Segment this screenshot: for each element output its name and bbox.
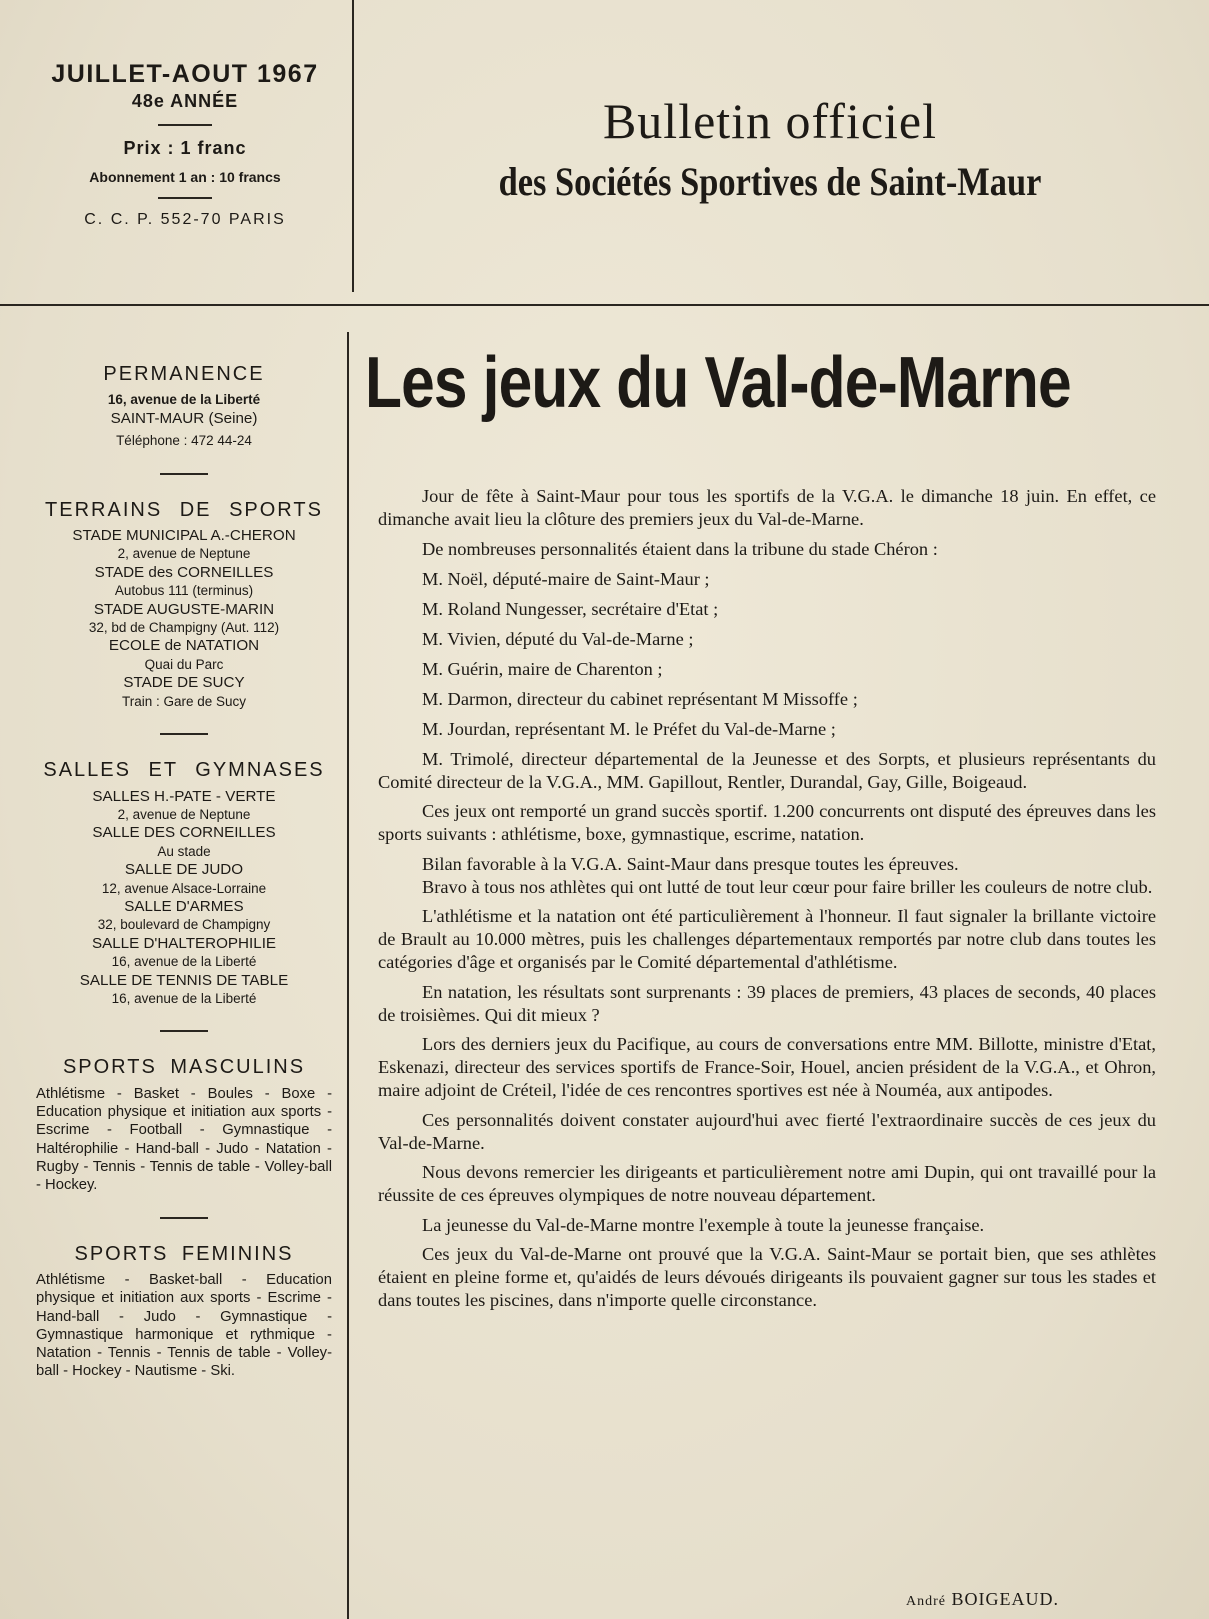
article-paragraph: Bilan favorable à la V.G.A. Saint-Maur dans presque toutes les épreuves. (422, 853, 959, 874)
article-paragraph: Bravo à tous nos athlètes qui ont lutté de tout leur cœur pour faire briller les couleurs de notre club. (422, 876, 1153, 897)
terrain-line: STADE MUNICIPAL A.-CHERON (72, 527, 296, 545)
sidebar-vertical-rule (347, 332, 349, 1619)
permanence-heading: PERMANENCE (103, 363, 265, 385)
article-paragraph: Jour de fête à Saint-Maur pour tous les sportifs de la V.G.A. le dimanche 18 juin. En effet, ce dimanche avait lieu la clôture des premiers jeux du Val-de-Marne. (378, 486, 1156, 529)
salle-line: SALLE DE TENNIS DE TABLE (79, 971, 289, 989)
sports-feminins-section (36, 1242, 332, 1381)
article-paragraph: M. Darmon, directeur du cabinet représentant M Missoffe ; (422, 688, 858, 709)
ccp-account: C. C. P. 552-70 PARIS (84, 211, 286, 228)
article-headline: Les jeux du Val-de-Marne (365, 343, 1071, 423)
salle-line: SALLES H.-PATE - VERTE (92, 787, 276, 805)
article-paragraph: M. Jourdan, représentant M. le Préfet du Val-de-Marne ; (422, 718, 836, 739)
terrain-line: Train : Gare de Sucy (121, 693, 247, 709)
salle-line: SALLE D'ARMES (124, 897, 244, 915)
article-paragraph: Lors des derniers jeux du Pacifique, au cours de conversations entre MM. Billotte, ministre d'Etat, Eskenazi, directeur des services sportifs de France-Soir, Houel, ancien président de la V.G.A., et Ohron, maire adjoint de Créteil, l'idée de ces rencontres sportives est née à Nouméa, aux antipodes. (378, 1034, 1156, 1100)
subscription-price: Abonnement 1 an : 10 francs (89, 169, 281, 185)
divider (160, 1030, 208, 1032)
article-paragraph: Nous devons remercier les dirigeants et particulièrement notre ami Dupin, qui ont travaillé pour la réussite de ces épreuves olympiques de notre nouveau département. (378, 1162, 1156, 1205)
article-paragraph: La jeunesse du Val-de-Marne montre l'exemple à toute la jeunesse française. (422, 1214, 985, 1235)
sports-masculins-section (36, 1058, 332, 1194)
salles-section (36, 761, 332, 1008)
article-body (378, 485, 1156, 1319)
salles-heading: SALLES ET GYMNASES (43, 759, 325, 782)
sports-feminins-list: Athlétisme - Basket-ball - Education physique et initiation aux sports - Escrime - Hand-ball - Judo - Gymnastique - Gymnastique harmonique et rythmique - Natation - Tennis - Tennis de table - Volley-ball - Hockey - Nautisme - Ski. (36, 1271, 332, 1380)
salle-line: 32, boulevard de Champigny (97, 917, 271, 933)
terrain-line: 2, avenue de Neptune (117, 546, 251, 562)
terrain-line: Quai du Parc (144, 656, 224, 672)
article-paragraph: Ces jeux ont remporté un grand succès sportif. 1.200 concurrents ont disputé des épreuves dans les sports suivants : athlétisme, boxe, gymnastique, escrime, natation. (378, 801, 1156, 844)
bulletin-title-line1: Bulletin officiel (602, 93, 938, 149)
article-paragraph: M. Trimolé, directeur départemental de la Jeunesse et des Sorpts, et plusieurs représentants du Comité directeur de la V.G.A., MM. Gapillout, Rentler, Durandal, Gay, Gille, Boigeaud. (378, 748, 1156, 792)
terrain-line: STADE des CORNEILLES (94, 563, 274, 581)
article-signature (906, 1589, 1059, 1610)
terrains-section (36, 498, 332, 711)
article-paragraph: M. Noël, député-maire de Saint-Maur ; (422, 568, 710, 589)
divider (158, 124, 212, 126)
article-paragraph: Ces personnalités doivent constater aujourd'hui avec fierté l'extraordinaire succès de ces jeux du Val-de-Marne. (378, 1109, 1156, 1153)
sports-feminins-heading: SPORTS FEMININS (74, 1242, 294, 1265)
sports-masculins-list: Athlétisme - Basket - Boules - Boxe - Education physique et initiation aux sports - Escrime - Football - Gymnastique - Haltérophilie - Hand-ball - Judo - Natation - Rugby - Tennis - Tennis de table - Volley-ball - Hockey. (36, 1085, 332, 1194)
article-paragraph: De nombreuses personnalités étaient dans la tribune du stade Chéron : (422, 538, 938, 559)
signature-first-name: André (906, 1594, 946, 1609)
permanence-address: 16, avenue de la Liberté (107, 392, 261, 408)
signature-last-name: BOIGEAUD. (951, 1589, 1059, 1609)
divider (160, 473, 208, 475)
issue-info-box (30, 60, 340, 229)
divider (160, 1217, 208, 1219)
issue-price: Prix : 1 franc (123, 138, 247, 158)
sports-masculins-heading: SPORTS MASCULINS (62, 1056, 306, 1079)
salle-line: SALLE DES CORNEILLES (92, 824, 276, 842)
terrain-line: STADE DE SUCY (123, 674, 245, 692)
permanence-phone: Téléphone : 472 44-24 (116, 433, 252, 449)
salle-line: SALLE DE JUDO (124, 861, 244, 879)
issue-date: JUILLET-AOUT 1967 (51, 60, 319, 88)
article-paragraph: M. Vivien, député du Val-de-Marne ; (422, 628, 694, 649)
sidebar (36, 365, 332, 1381)
bulletin-title (360, 92, 1180, 205)
salle-line: 16, avenue de la Liberté (111, 990, 257, 1006)
article-paragraph: Ces jeux du Val-de-Marne ont prouvé que la V.G.A. Saint-Maur se portait bien, que ses athlètes étaient en pleine forme et, qu'aidés de leurs dévoués dirigeants ils pouvaient gagner sur tous les stades et dans toutes les piscines, dans n'importe quelle circonstance. (378, 1244, 1156, 1310)
terrain-line: STADE AUGUSTE-MARIN (93, 600, 275, 618)
salle-line: 2, avenue de Neptune (117, 806, 251, 822)
salle-line: Au stade (157, 843, 211, 859)
salle-line: SALLE D'HALTEROPHILIE (91, 934, 277, 952)
salle-line: 12, avenue Alsace-Lorraine (101, 880, 267, 896)
article-paragraph: L'athlétisme et la natation ont été particulièrement à l'honneur. Il faut signaler la brillante victoire de Brault au 10.000 mètres, puis les challenges départementaux remportés par notre club dans toutes les catégories d'âge et organisés par le Comité départemental d'athlétisme. (378, 906, 1156, 972)
divider (158, 197, 212, 199)
terrain-line: ECOLE de NATATION (108, 637, 260, 655)
salle-line: 16, avenue de la Liberté (111, 954, 257, 970)
article-paragraph: En natation, les résultats sont surprenants : 39 places de premiers, 43 places de seconds, 40 places de troisièmes. Qui dit mieux ? (378, 981, 1156, 1025)
header-vertical-rule (352, 0, 354, 292)
divider (160, 733, 208, 735)
permanence-section (36, 365, 332, 451)
terrains-heading: TERRAINS DE SPORTS (45, 498, 323, 521)
header-horizontal-rule (0, 304, 1209, 306)
issue-year: 48e ANNÉE (131, 91, 239, 111)
terrain-line: Autobus 111 (terminus) (114, 583, 254, 599)
permanence-city: SAINT-MAUR (Seine) (110, 409, 258, 427)
article-paragraph: M. Guérin, maire de Charenton ; (422, 658, 663, 679)
bulletin-title-line2: des Sociétés Sportives de Saint-Maur (498, 159, 1042, 204)
article-paragraph: M. Roland Nungesser, secrétaire d'Etat ; (422, 598, 719, 619)
terrain-line: 32, bd de Champigny (Aut. 112) (88, 620, 280, 636)
